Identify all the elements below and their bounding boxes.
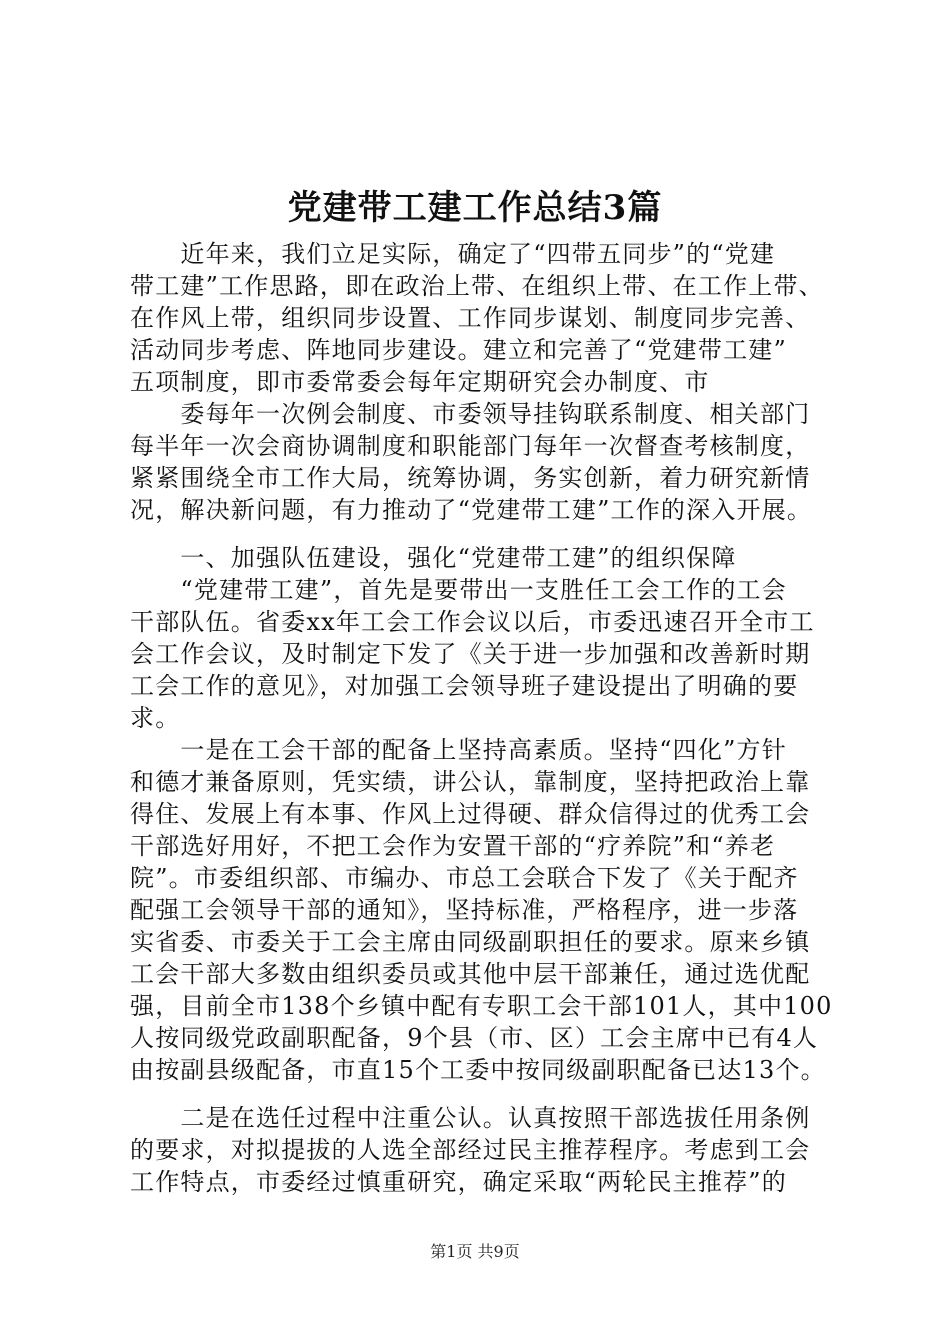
text-line: 工作特点，市委经过慎重研究，确定采取“两轮民主推荐”的 — [130, 1168, 787, 1196]
text-line: 的要求，对拟提拔的人选全部经过民主推荐程序。考虑到工会 — [130, 1136, 811, 1164]
text-line: 二是在选任过程中注重公认。认真按照干部选拔任用条例 — [130, 1104, 811, 1132]
text-line: 求。 — [130, 704, 181, 732]
text-line: 由按副县级配备，市直15个工委中按同级副职配备已达13个。 — [130, 1056, 826, 1084]
text-line: 实省委、市委关于工会主席由同级副职担任的要求。原来乡镇 — [130, 928, 811, 956]
text-line: 配强工会领导干部的通知》，坚持标准，严格程序，进一步落 — [130, 896, 799, 924]
document-title: 党建带工建工作总结3篇 — [287, 188, 663, 228]
text-line: 人按同级党政副职配备，9个县（市、区）工会主席中已有4人 — [130, 1024, 819, 1052]
text-line: 委每年一次例会制度、市委领导挂钩联系制度、相关部门 — [130, 400, 811, 428]
text-line: 工会工作的意见》，对加强工会领导班子建设提出了明确的要 — [130, 672, 799, 700]
text-line: 和德才兼备原则，凭实绩，讲公认，靠制度，坚持把政治上靠 — [130, 768, 811, 796]
text-line: 况，解决新问题，有力推动了“党建带工建”工作的深入开展。 — [130, 496, 813, 524]
section-heading: 一、加强队伍建设，强化“党建带工建”的组织保障 — [130, 544, 737, 572]
text-line: 在作风上带，组织同步设置、工作同步谋划、制度同步完善、 — [130, 304, 811, 332]
text-line: 会工作会议，及时制定下发了《关于进一步加强和改善新时期 — [130, 640, 811, 668]
page-footer: 第1页 共9页 — [430, 1242, 520, 1261]
text-line: 活动同步考虑、阵地同步建设。建立和完善了“党建带工建” — [130, 336, 787, 364]
text-line: 近年来，我们立足实际，确定了“四带五同步”的“党建 — [130, 240, 776, 268]
text-line: 干部选好用好，不把工会作为安置干部的“疗养院”和“养老 — [130, 832, 776, 860]
text-line: 强，目前全市138个乡镇中配有专职工会干部101人，其中100 — [130, 992, 833, 1020]
text-line: 紧紧围绕全市工作大局，统筹协调，务实创新，着力研究新情 — [130, 464, 811, 492]
text-line: 带工建”工作思路，即在政治上带、在组织上带、在工作上带、 — [130, 272, 824, 300]
text-line: “党建带工建”，首先是要带出一支胜任工会工作的工会 — [130, 576, 787, 604]
text-line: 工会干部大多数由组织委员或其他中层干部兼任，通过选优配 — [130, 960, 811, 988]
text-line: 一是在工会干部的配备上坚持高素质。坚持“四化”方针 — [130, 736, 787, 764]
text-line: 干部队伍。省委xx年工会工作会议以后，市委迅速召开全市工 — [130, 608, 815, 636]
text-line: 院”。市委组织部、市编办、市总工会联合下发了《关于配齐 — [130, 864, 799, 892]
text-line: 得住、发展上有本事、作风上过得硬、群众信得过的优秀工会 — [130, 800, 811, 828]
text-line: 五项制度，即市委常委会每年定期研究会办制度、市 — [130, 368, 710, 396]
text-line: 每半年一次会商协调制度和职能部门每年一次督查考核制度， — [130, 432, 811, 460]
